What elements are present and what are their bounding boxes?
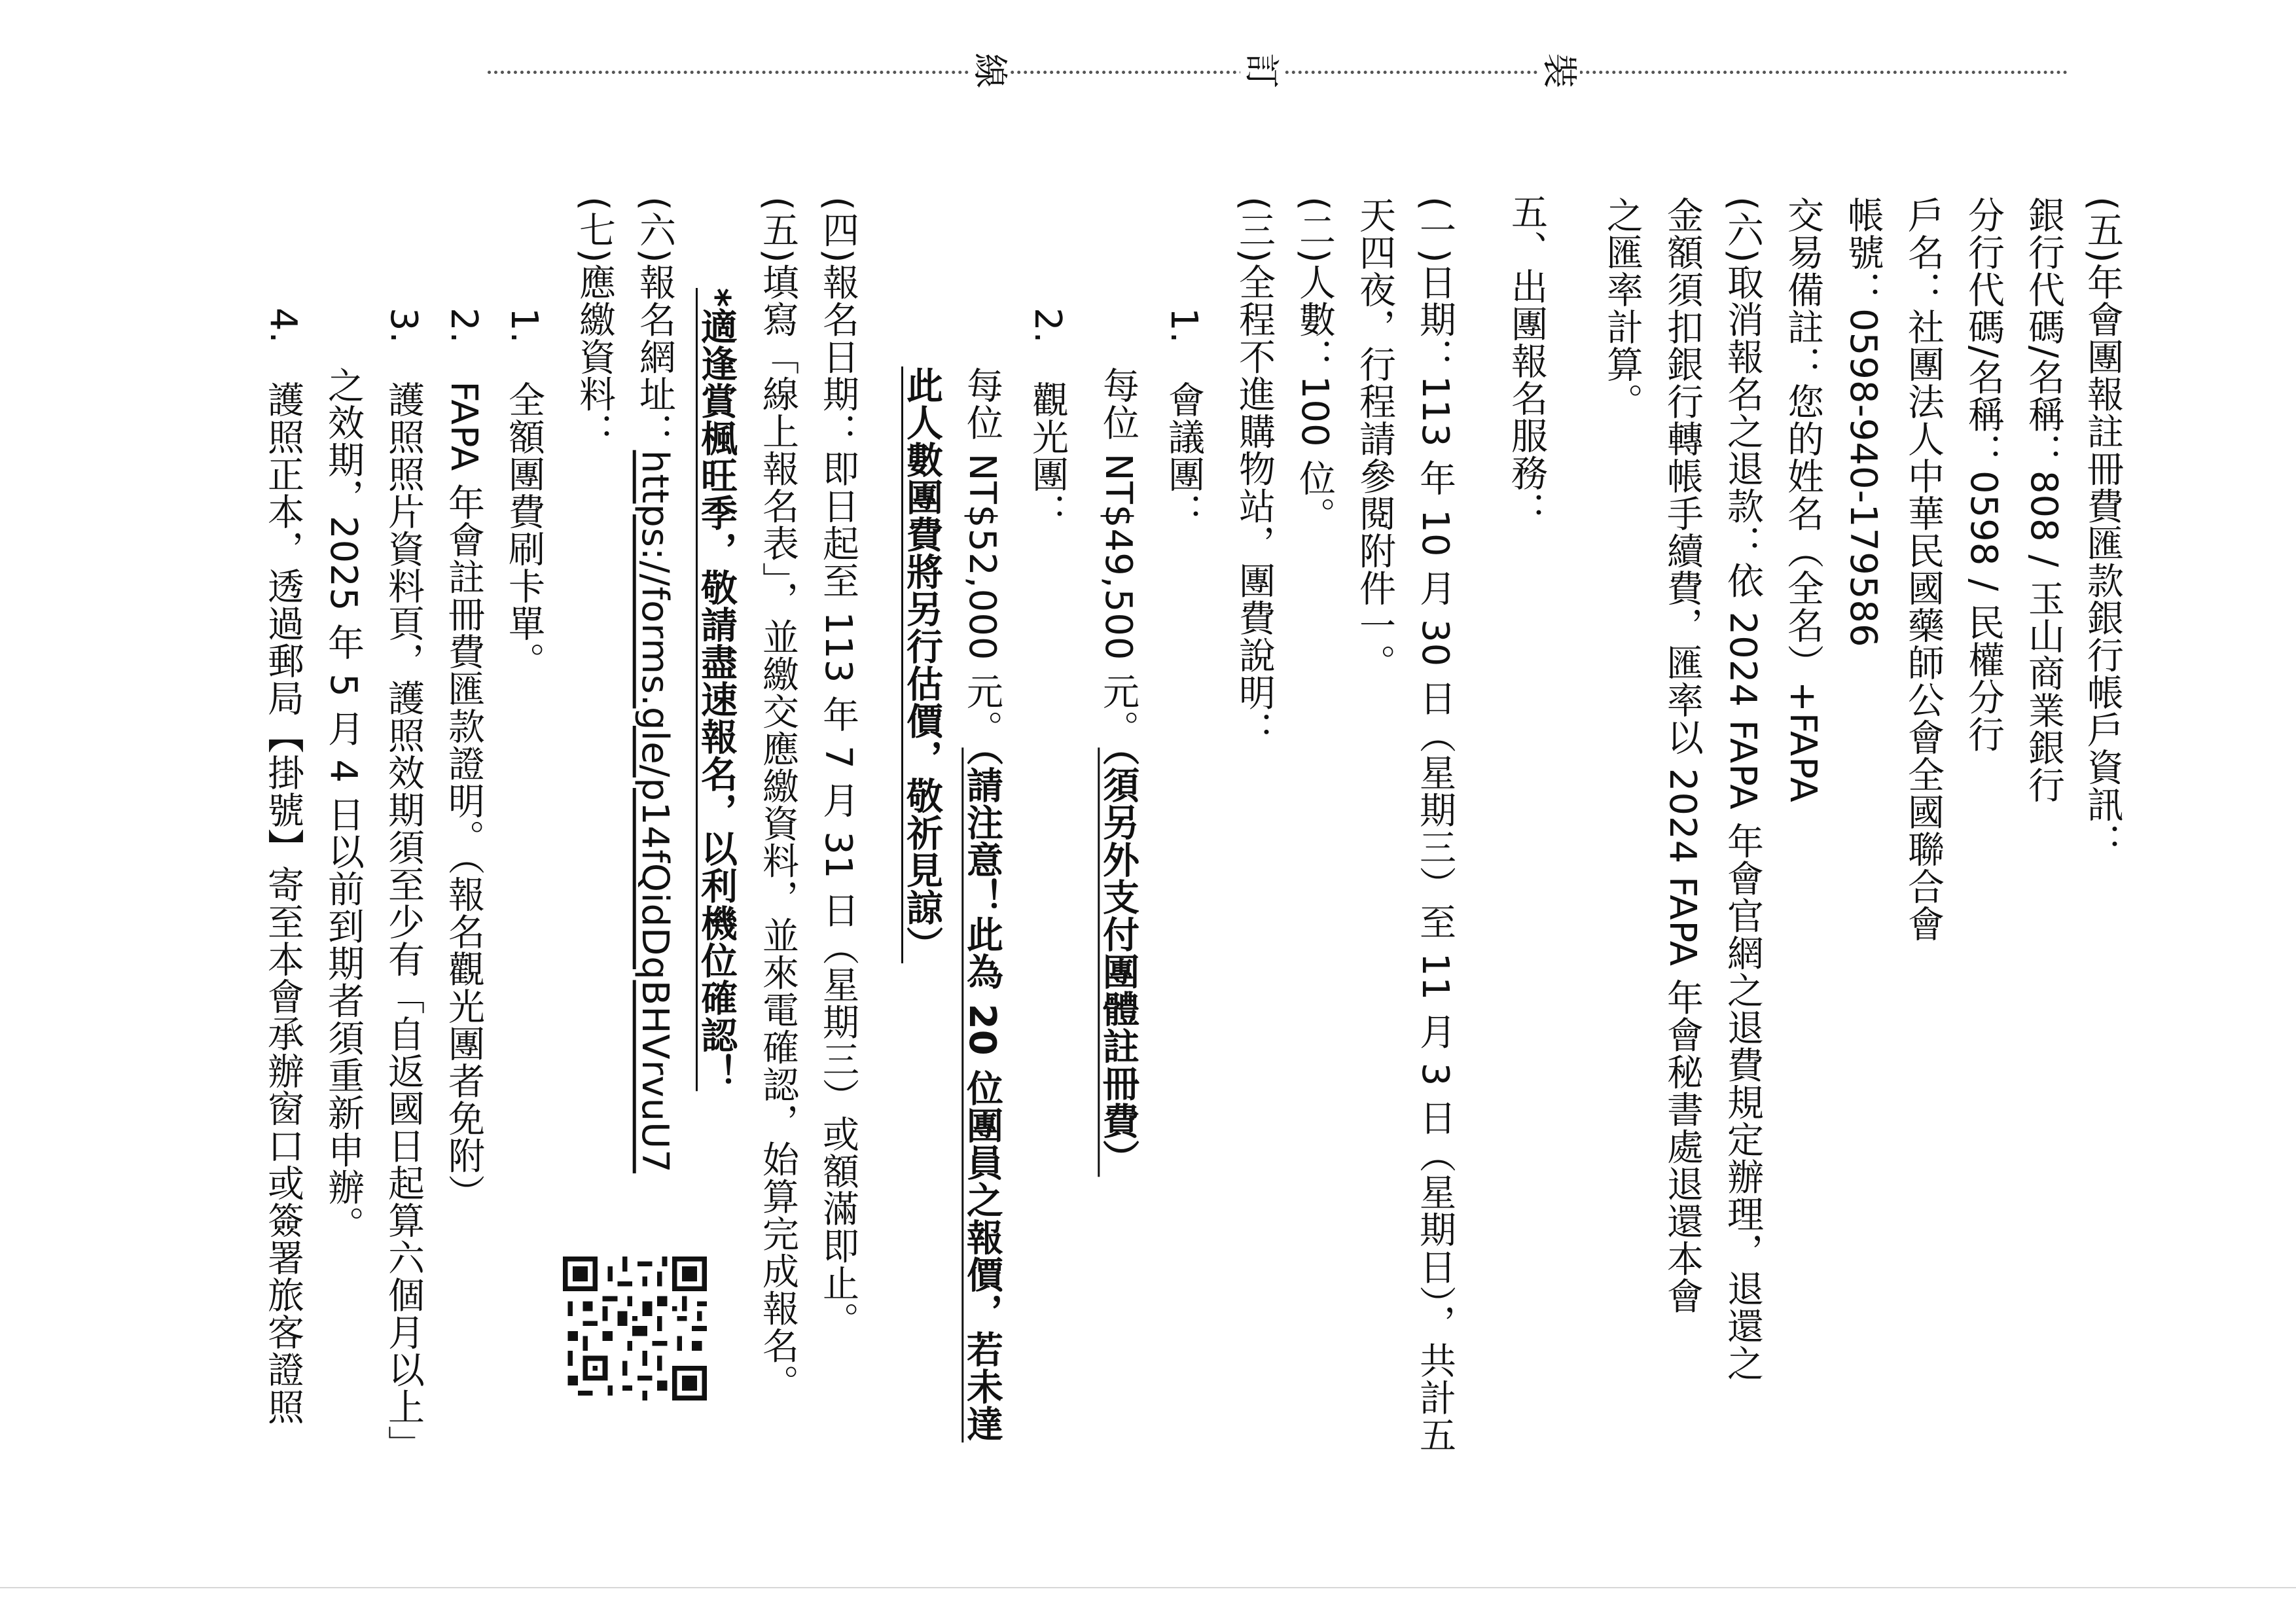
scan-bottom-edge	[0, 1587, 2296, 1588]
date-line-1: (一)日期：113 年 10 月 30 日（星期三）至 11 月 3 日（星期日），共計五	[1414, 196, 1456, 1454]
conference-group-label: 1. 會議團：	[1162, 308, 1205, 531]
refund-policy-line-1: (六)取消報名之退款：依 2024 FAPA 年會官網之退費規定辦理，退還之	[1721, 196, 1764, 1382]
registration-url-line	[634, 196, 675, 1173]
maple-season-notice-text: *適逢賞楓旺季，敬請盡速報名，以利機位確認！	[695, 288, 738, 1092]
fee-explanation-title: (三)全程不進購物站，團費說明：	[1233, 196, 1276, 749]
required-doc-4: 4. 護照正本，透過郵局【掛號】寄至本會承辦窗口或簽署旅客證照	[262, 308, 304, 1426]
required-doc-1: 1. 全額團費刷卡單。	[503, 308, 545, 680]
sightseeing-group-fee-line-2	[901, 366, 942, 963]
sightseeing-group-fee-line-1	[961, 366, 1003, 1442]
sightseeing-fee-note-cont: 此人數團費將另行估價，敬祈見諒）	[901, 366, 943, 963]
account-name-line: 戶名：社團法人中華民國藥師公會全國聯合會	[1902, 196, 1945, 942]
binding-char-zhuang: 裝	[1538, 50, 1580, 92]
account-number-line: 帳號：0598-940-179586	[1842, 196, 1884, 648]
sightseeing-group-label: 2. 觀光團：	[1026, 308, 1069, 531]
required-doc-3-line-2: 之效期，2025 年 5 月 4 日以前到期者須重新申辦。	[322, 366, 365, 1243]
section-5-bank-title: (五)年會團報註冊費匯款銀行帳戶資訊：	[2081, 196, 2124, 861]
registration-qr-code[interactable]	[563, 1257, 707, 1400]
binding-char-ding: 訂	[1240, 50, 1282, 92]
registration-period-line: (四)報名日期：即日起至 113 年 7 月 31 日（星期三）或額滿即止。	[817, 196, 859, 1340]
transaction-note-line: 交易備註：您的姓名（全名）+FAPA	[1782, 196, 1824, 803]
sightseeing-fee-amount: 每位 NT$52,000 元。	[961, 366, 1003, 748]
required-documents-title: (七)應繳資料：	[573, 196, 616, 450]
conference-fee-note: （須另外支付團體註冊費）	[1097, 747, 1139, 1177]
registration-url-label: (六)報名網址：	[634, 196, 676, 450]
required-doc-2: 2. FAPA 年會註冊費匯款證明。（報名觀光團者免附）	[442, 308, 485, 1212]
online-form-instruction: (五)填寫「線上報名表」，並繳交應繳資料，並來電確認，始算完成報名。	[757, 196, 799, 1402]
required-doc-3-line-1: 3. 護照照片資料頁，護照效期須至少有「自返國日起算六個月以上」	[382, 308, 425, 1463]
bank-code-line: 銀行代碼/名稱：808 / 玉山商業銀行	[2022, 196, 2065, 804]
conference-group-fee	[1097, 366, 1139, 1177]
conference-fee-amount: 每位 NT$49,500 元。	[1097, 366, 1139, 748]
branch-code-line: 分行代碼/名稱：0598 / 民權分行	[1962, 196, 2005, 753]
date-line-2: 天四夜，行程請參閱附件一。	[1354, 196, 1396, 681]
section-heading-group-tour: 五、出團報名服務：	[1505, 193, 1548, 529]
sightseeing-fee-note: （請注意！此為 20 位團員之報價，若未達	[961, 747, 1003, 1443]
headcount-line: (二)人數：100 位。	[1293, 196, 1336, 535]
registration-url-link[interactable]: https://forms.gle/p14fQidDqBHVrvuU7	[634, 450, 676, 1173]
refund-policy-line-3: 之匯率計算。	[1601, 196, 1643, 420]
refund-policy-line-2: 金額須扣銀行轉帳手續費，匯率以 2024 FAPA 年會秘書處退還本會	[1661, 196, 1704, 1315]
maple-season-notice	[695, 288, 737, 1091]
binding-char-xian: 線	[969, 50, 1011, 92]
